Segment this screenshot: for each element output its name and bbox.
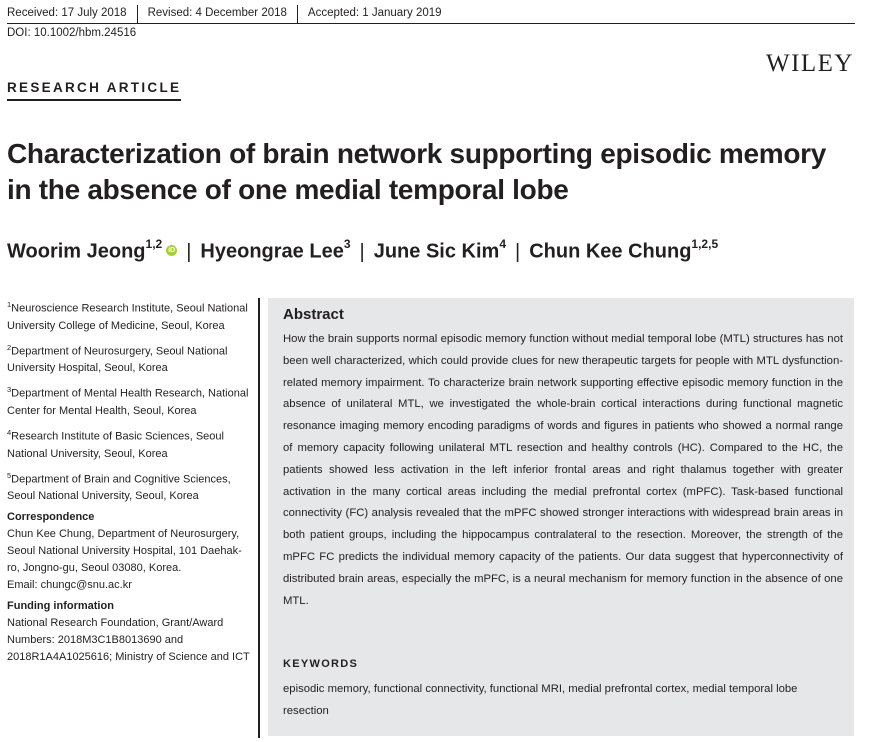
revised-date: Revised: 4 December 2018 <box>147 7 287 19</box>
abstract-text: How the brain supports normal episodic memory function without medial temporal lobe (MTL) structures has not been well characterized, which could provide clues for new therapeutic targets for people with MTL dysfunction-related memory impairment. To characterize brain network supporting effective episodic memory function in the absence of unilateral MTL, we investigated the whole-brain cortical interactions during functional magnetic resonance imaging memory encoding paradigms of words and figures in patients who showed a normal range of memory capacity following unilateral MTL resection and healthy controls (HC). Compared to the HC, the patients showed less activation in the left inferior frontal areas and right thalamus together with greater activation in the many cortical areas including the medial prefrontal cortex (mPFC). Task-based functional connectivity (FC) analysis revealed that the mPFC showed stronger interactions with widespread brain areas in both patient groups, including the hippocampus contralateral to the resection. Moreover, the strength of the mPFC FC predicts the individual memory capacity of the patients. Our data suggest that hyperconnectivity of distributed brain areas, especially the mPFC, is a neural mechanism for memory function in the absence of one MTL. <box>283 333 843 607</box>
funding-text: National Research Foundation, Grant/Award Numbers: 2018M3C1B8013690 and 2018R1A4A1025616; Ministry of Science and ICT <box>7 617 250 664</box>
author-name[interactable]: Hyeongrae Lee <box>200 240 344 263</box>
orcid-icon[interactable]: iD <box>168 246 176 254</box>
funding-heading: Funding information <box>7 600 114 613</box>
correspondence-address: Chun Kee Chung, Department of Neurosurgery, Seoul National University Hospital, 101 Daehak-ro, Jongno-gu, Seoul 03080, Korea. <box>7 528 242 575</box>
author-affiliation-ref: 3 <box>343 237 351 251</box>
affiliation: $^4$Research Institute of Basic Sciences, Seoul National University, Seoul, Korea <box>7 427 224 460</box>
author-separator: | <box>359 240 365 263</box>
doi[interactable]: DOI: 10.1002/hbm.24516 <box>7 27 137 39</box>
abstract-heading: Abstract <box>283 306 344 323</box>
header-rule <box>7 23 855 24</box>
affiliation: $^5$Department of Brain and Cognitive Sciences, Seoul National University, Seoul, Korea <box>7 470 231 503</box>
affiliation: $^2$Department of Neurosurgery, Seoul National University Hospital, Seoul, Korea <box>7 342 228 375</box>
publisher-logo: WILEY <box>765 50 854 77</box>
column-divider <box>258 298 260 738</box>
received-date: Received: 17 July 2018 <box>7 7 127 19</box>
date-separator <box>137 5 138 23</box>
accepted-date: Accepted: 1 January 2019 <box>307 7 442 19</box>
affiliation: $^3$Department of Mental Health Research, National Center for Mental Health, Seoul, Korea <box>7 385 249 417</box>
author-name[interactable]: Woorim Jeong <box>7 240 146 263</box>
author-separator: | <box>186 240 192 263</box>
keywords-text: episodic memory, functional connectivity, functional MRI, medial prefrontal cortex, medial temporal lobe resection <box>283 683 798 717</box>
affiliation: $^1$Neuroscience Research Institute, Seoul National University College of Medicine, Seoul, Korea <box>7 300 248 332</box>
keywords-heading: KEYWORDS <box>283 658 359 670</box>
author-list <box>7 239 718 264</box>
author-affiliation-ref: 4 <box>499 237 506 251</box>
article-sidebar <box>7 296 252 670</box>
article-title: Characterization of brain network supporting episodic memory in the absence of one medial temporal lobe <box>7 138 827 205</box>
author-name[interactable]: June Sic Kim <box>373 240 500 263</box>
correspondence-email[interactable]: Email: chungc@snu.ac.kr <box>7 579 132 592</box>
date-separator <box>297 5 298 23</box>
author-name[interactable]: Chun Kee Chung <box>529 240 692 263</box>
correspondence-heading: Correspondence <box>7 511 95 524</box>
article-dates <box>7 4 442 22</box>
author-affiliation-ref: 1,2,5 <box>691 237 719 251</box>
author-separator: | <box>515 240 521 263</box>
author-affiliation-ref: 1,2 <box>145 237 163 251</box>
article-type: RESEARCH ARTICLE <box>7 80 181 101</box>
